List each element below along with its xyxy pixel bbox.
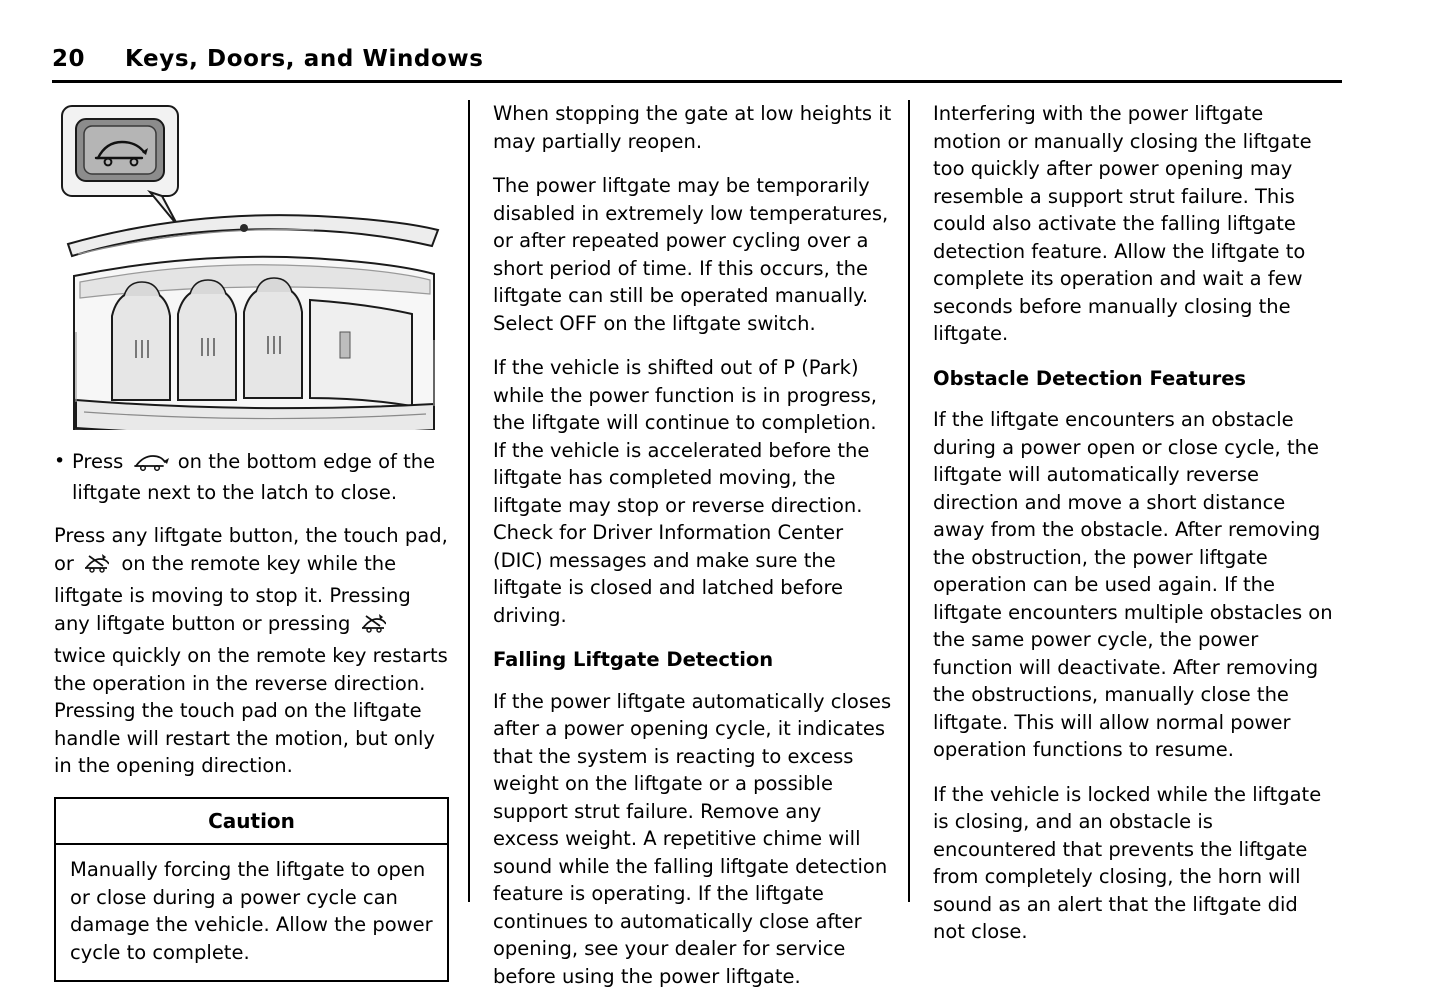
paragraph: Interfering with the power liftgate motion or manually closing the liftgate too quickly after power opening may resemble a support strut failure. This could also activate the falling liftgate detection feature. Allow the liftgate to complete its operation and wait a few seconds before manually closing the liftgate. [933, 102, 1312, 345]
liftgate-close-button-icon [133, 451, 169, 479]
liftgate-interior-illustration [54, 100, 449, 430]
bullet-text-after: on the bottom edge of the liftgate next to the latch to close. [72, 450, 436, 504]
paragraph: If the power liftgate automatically closes after a power opening cycle, it indicates that the system is reacting to excess weight on the liftgate or a possible support strut failure. Remove any excess weight. A repetitive chime will sound while the falling liftgate detection feature is operating. If the liftgate continues to automatically close after opening, see your dealer for service before using the power liftgate. [493, 689, 892, 988]
page-number: 20 [52, 46, 86, 72]
column-divider-2 [908, 100, 910, 902]
paragraph: If the vehicle is locked while the liftgate is closing, and an obstacle is encountered that prevents the liftgate from completely closing, the horn will sound as an alert that the liftgate did not close. [933, 782, 1322, 943]
column-three [933, 100, 1333, 963]
column1-paragraph [54, 522, 449, 780]
bullet-text-before: Press [72, 450, 124, 473]
paragraph: When stopping the gate at low heights it may partially reopen. [493, 102, 892, 153]
section-heading-falling-liftgate-detection: Falling Liftgate Detection [493, 648, 774, 671]
page-header [52, 46, 1342, 72]
bullet-press-close [54, 448, 449, 506]
section-heading-obstacle-detection-features: Obstacle Detection Features [933, 366, 1247, 390]
caution-title: Caution [56, 799, 447, 846]
column-two [493, 100, 893, 1007]
header-divider [52, 80, 1342, 83]
remote-key-liftgate-icon-2 [360, 613, 386, 643]
paragraph: If the liftgate encounters an obstacle during a power open or close cycle, the liftgate will automatically reverse direction and move a short distance away from the obstacle. After removing the obstruction, the power liftgate operation can be used again. If the liftgate encounters multiple obstacles on the same power cycle, the power function will deactivate. After removing the obstructions, manually close the liftgate. This will allow normal power operation functions to resume. [933, 408, 1333, 761]
caution-box [54, 797, 449, 983]
bullet-marker: • [54, 450, 66, 472]
paragraph-part-3: twice quickly on the remote key restarts the operation in the reverse direction. Pressing the touch pad on the liftgate handle will restart the motion, but only in the opening direction. [54, 644, 448, 777]
page-title: Keys, Doors, and Windows [125, 46, 484, 72]
paragraph-part-2: on the remote key while the liftgate is moving to stop it. Pressing any liftgate button or pressing [54, 551, 411, 635]
paragraph-part-1: Press any liftgate button, the touch pad, or [54, 524, 448, 575]
caution-body: Manually forcing the liftgate to open or close during a power cycle can damage the vehicle. Allow the power cycle to complete. [70, 858, 433, 964]
column-divider-1 [468, 100, 470, 902]
bullet-content [72, 448, 449, 506]
remote-key-liftgate-icon-1 [83, 553, 109, 583]
column-one [54, 100, 449, 982]
paragraph: If the vehicle is shifted out of P (Park) while the power function is in progress, the liftgate will continue to completion. If the vehicle is accelerated before the liftgate has completed moving, the liftgate may stop or reverse direction. Check for Driver Information Center (DIC) messages and make sure the liftgate is closed and latched before driving. [493, 356, 877, 627]
paragraph: The power liftgate may be temporarily disabled in extremely low temperatures, or after repeated power cycling over a short period of time. If this occurs, the liftgate can still be operated manually. Select OFF on the liftgate switch. [493, 174, 889, 335]
